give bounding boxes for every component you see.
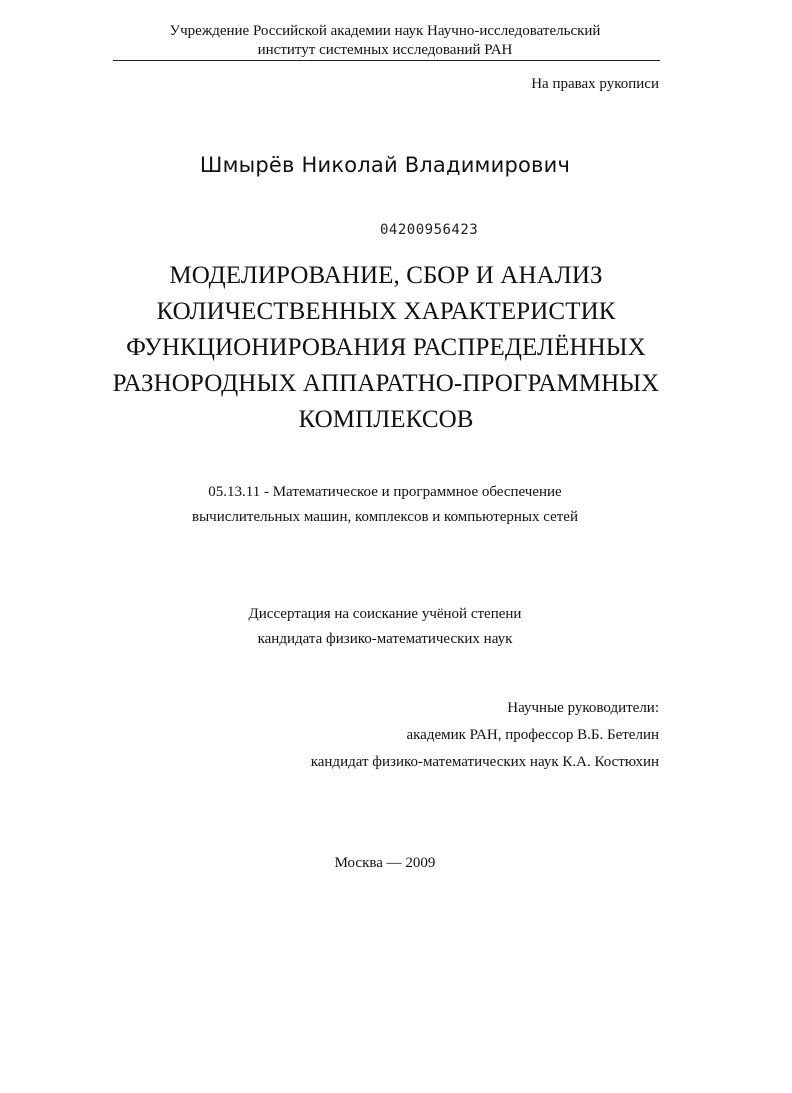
- specialty-code: [100, 480, 670, 530]
- place-and-year: Москва — 2009: [334, 855, 436, 871]
- title-line-1: МОДЕЛИРОВАНИЕ, СБОР И АНАЛИЗ: [169, 262, 603, 289]
- supervisor-2: кандидат физико-математических наук К.А. Костюхин: [310, 754, 659, 770]
- header-divider: [113, 60, 660, 61]
- title-line-4: РАЗНОРОДНЫХ АППАРАТНО-ПРОГРАММНЫХ: [112, 370, 660, 397]
- title-line-2: КОЛИЧЕСТВЕННЫХ ХАРАКТЕРИСТИК: [156, 298, 616, 325]
- supervisor-1: академик РАН, профессор В.Б. Бетелин: [406, 727, 659, 743]
- title-line-3: ФУНКЦИОНИРОВАНИЯ РАСПРЕДЕЛЁННЫХ: [126, 334, 646, 361]
- specialty-line-1: 05.13.11 - Математическое и программное обеспечение: [208, 484, 562, 500]
- author-name: Шмырёв Николай Владимирович: [199, 153, 571, 177]
- supervisors-block: [139, 695, 659, 776]
- specialty-line-2: вычислительных машин, комплексов и компьютерных сетей: [192, 509, 578, 525]
- institution-header: [110, 22, 660, 60]
- supervisors-heading: Научные руководители:: [507, 700, 659, 716]
- degree-line-2: кандидата физико-математических наук: [257, 631, 513, 647]
- udc-number: 04200956423: [380, 222, 479, 238]
- degree-statement: [160, 602, 610, 652]
- dissertation-title: [96, 258, 676, 438]
- title-line-5: КОМПЛЕКСОВ: [298, 406, 474, 433]
- institution-line-1: Учреждение Российской академии наук Научно-исследовательский: [169, 23, 601, 39]
- institution-line-2: институт системных исследований РАН: [257, 42, 513, 58]
- degree-line-1: Диссертация на соискание учёной степени: [248, 606, 522, 622]
- rights-note: На правах рукописи: [531, 76, 659, 92]
